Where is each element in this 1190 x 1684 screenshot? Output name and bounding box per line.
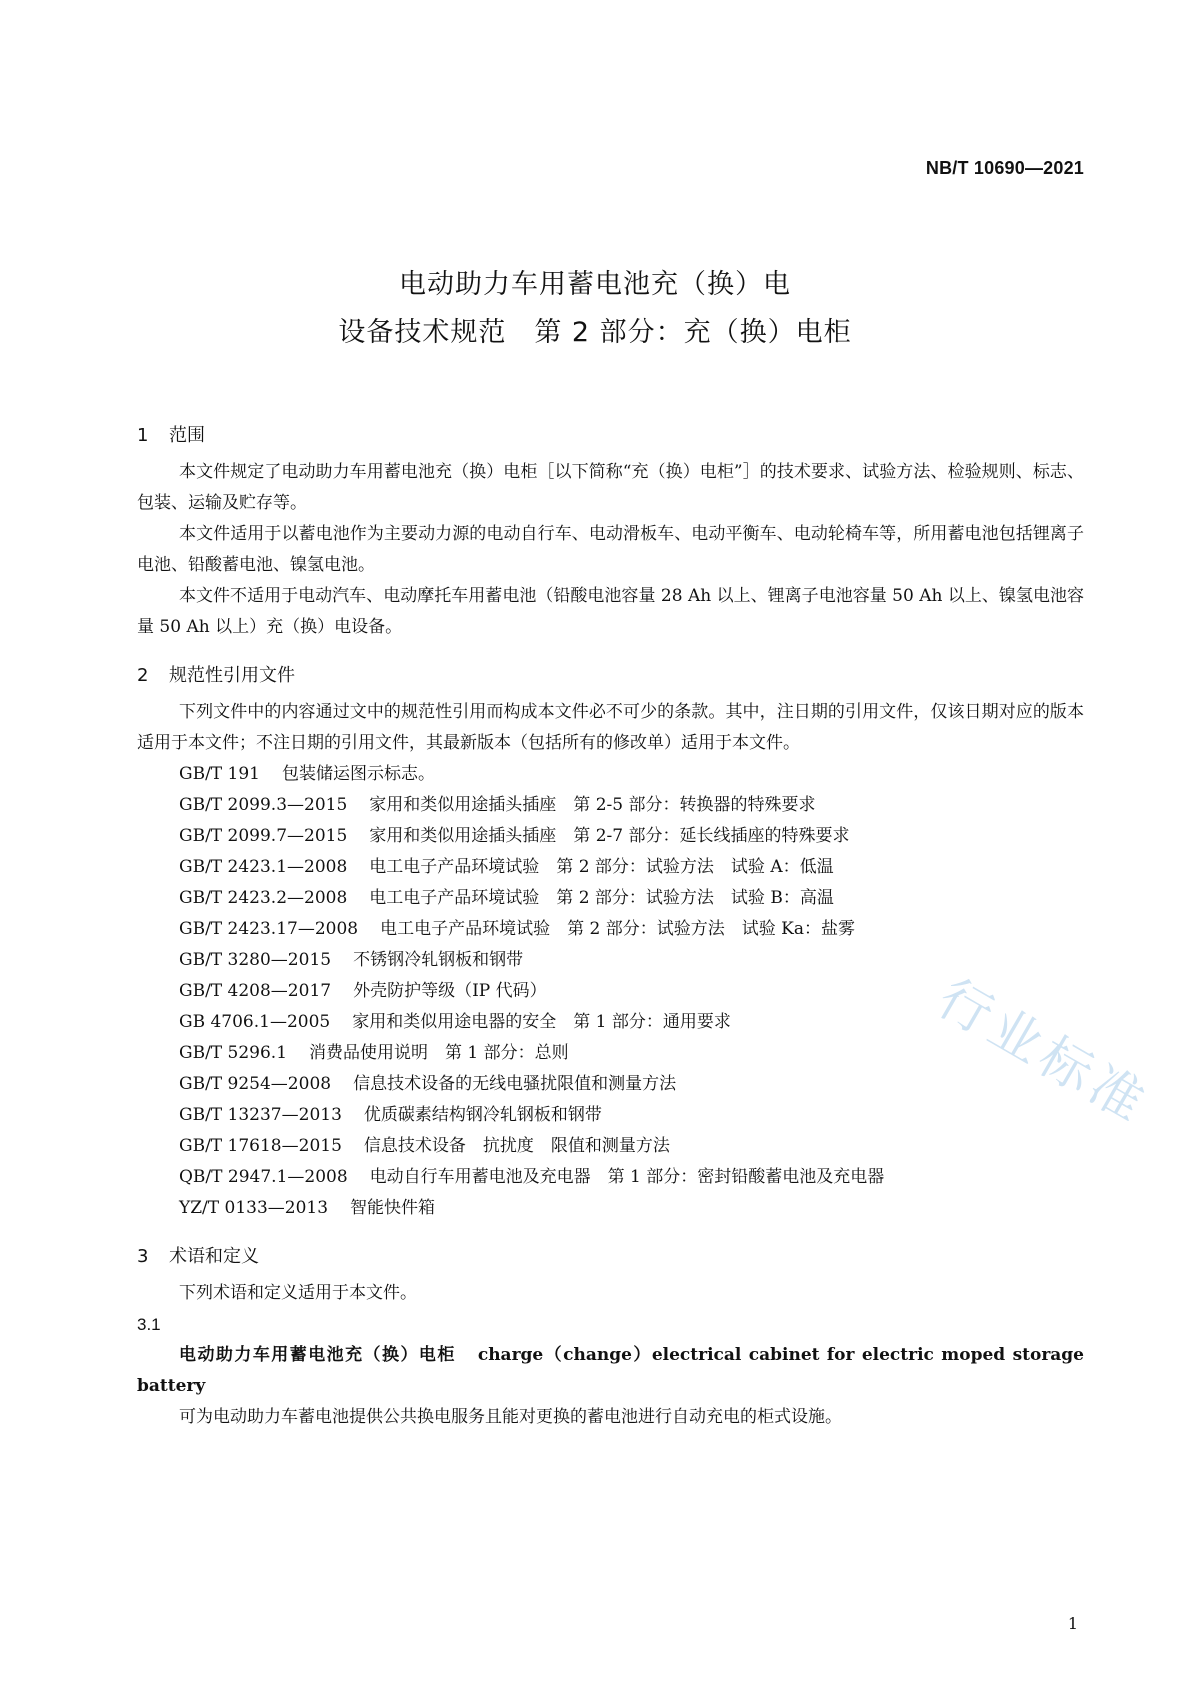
reference-code: QB/T 2947.1—2008 [179,1167,348,1187]
reference-code: GB/T 9254—2008 [179,1074,332,1094]
list-item [137,883,1084,914]
reference-code: GB/T 13237—2013 [179,1105,342,1125]
reference-title: 电工电子产品环境试验 第 2 部分：试验方法 试验 Ka：盐雾 [380,919,855,939]
list-item [137,1193,1084,1224]
reference-title: 不锈钢冷轧钢板和钢带 [353,950,524,970]
terms-intro: 下列术语和定义适用于本文件。 [179,1283,417,1303]
reference-code: GB/T 5296.1 [179,1043,288,1063]
definition-number: 3.1 [137,1315,161,1334]
reference-code: GB/T 2423.2—2008 [179,888,348,908]
scope-paragraph-3: 本文件不适用于电动汽车、电动摩托车用蓄电池（铅酸电池容量 28 Ah 以上、锂离子电池容量 50 Ah 以上、镍氢电池容量 50 Ah 以上）充（换）电设备。 [137,586,1084,637]
section-heading-normative [137,660,1084,691]
list-item [137,914,1084,945]
reference-code: GB/T 191 [179,764,260,784]
section-heading-scope [137,420,1084,451]
watermark: 行业标准 [927,968,1159,1137]
reference-title: 家用和类似用途插头插座 第 2-7 部分：延长线插座的特殊要求 [369,826,850,846]
normative-intro: 下列文件中的内容通过文中的规范性引用而构成本文件必不可少的条款。其中，注日期的引用文件，仅该日期对应的版本适用于本文件；不注日期的引用文件，其最新版本（包括所有的修改单）适用于本文件。 [137,702,1084,753]
section-number: 1 [137,425,149,446]
reference-title: 包装储运图示标志。 [282,764,435,784]
list-item [137,1162,1084,1193]
document-title-line-2: 设备技术规范 第 2 部分：充（换）电柜 [338,317,852,348]
section-number: 2 [137,665,149,686]
section-title: 术语和定义 [169,1246,259,1267]
reference-title: 信息技术设备的无线电骚扰限值和测量方法 [353,1074,677,1094]
reference-code: GB 4706.1—2005 [179,1012,331,1032]
reference-title: 智能快件箱 [350,1198,436,1218]
list-item [137,790,1084,821]
section-title: 规范性引用文件 [169,665,295,686]
list-item [137,852,1084,883]
reference-title: 电动自行车用蓄电池及充电器 第 1 部分：密封铅酸蓄电池及充电器 [369,1167,885,1187]
list-item [137,1100,1084,1131]
reference-title: 电工电子产品环境试验 第 2 部分：试验方法 试验 A：低温 [369,857,834,877]
reference-code: GB/T 3280—2015 [179,950,332,970]
list-item [137,821,1084,852]
reference-title: 优质碳素结构钢冷轧钢板和钢带 [363,1105,602,1125]
list-item [137,1038,1084,1069]
section-heading-terms [137,1241,1084,1272]
term-english: charge（change）electrical cabinet for electric moped storage battery [137,1345,1085,1396]
reference-code: GB/T 2099.3—2015 [179,795,348,815]
reference-title: 家用和类似用途电器的安全 第 1 部分：通用要求 [352,1012,731,1032]
reference-title: 信息技术设备 抗扰度 限值和测量方法 [363,1136,670,1156]
reference-title: 消费品使用说明 第 1 部分：总则 [309,1043,569,1063]
reference-code: GB/T 2423.1—2008 [179,857,348,877]
definition-term [137,1340,1084,1402]
list-item [137,759,1084,790]
list-item [137,1131,1084,1162]
reference-code: GB/T 17618—2015 [179,1136,342,1156]
reference-title: 电工电子产品环境试验 第 2 部分：试验方法 试验 B：高温 [369,888,834,908]
reference-code: GB/T 2099.7—2015 [179,826,348,846]
reference-title: 外壳防护等级（IP 代码） [353,981,547,1001]
list-item [137,1069,1084,1100]
reference-title: 家用和类似用途插头插座 第 2-5 部分：转换器的特殊要求 [369,795,816,815]
document-body [137,420,1084,1433]
document-id: NB/T 10690—2021 [925,158,1084,178]
reference-list [137,759,1084,1224]
section-title: 范围 [169,425,205,446]
reference-code: GB/T 2423.17—2008 [179,919,359,939]
term-chinese: 电动助力车用蓄电池充（换）电柜 [179,1345,456,1365]
section-number: 3 [137,1246,149,1267]
page-number: 1 [1067,1614,1078,1633]
reference-code: YZ/T 0133—2013 [179,1198,329,1218]
definition-text: 可为电动助力车蓄电池提供公共换电服务且能对更换的蓄电池进行自动充电的柜式设施。 [179,1407,842,1427]
scope-paragraph-1: 本文件规定了电动助力车用蓄电池充（换）电柜［以下简称“充（换）电柜”］的技术要求、试验方法、检验规则、标志、包装、运输及贮存等。 [137,462,1084,513]
reference-code: GB/T 4208—2017 [179,981,332,1001]
scope-paragraph-2: 本文件适用于以蓄电池作为主要动力源的电动自行车、电动滑板车、电动平衡车、电动轮椅车等，所用蓄电池包括锂离子电池、铅酸蓄电池、镍氢电池。 [137,524,1084,575]
list-item [137,945,1084,976]
document-title-line-1: 电动助力车用蓄电池充（换）电 [399,269,791,300]
